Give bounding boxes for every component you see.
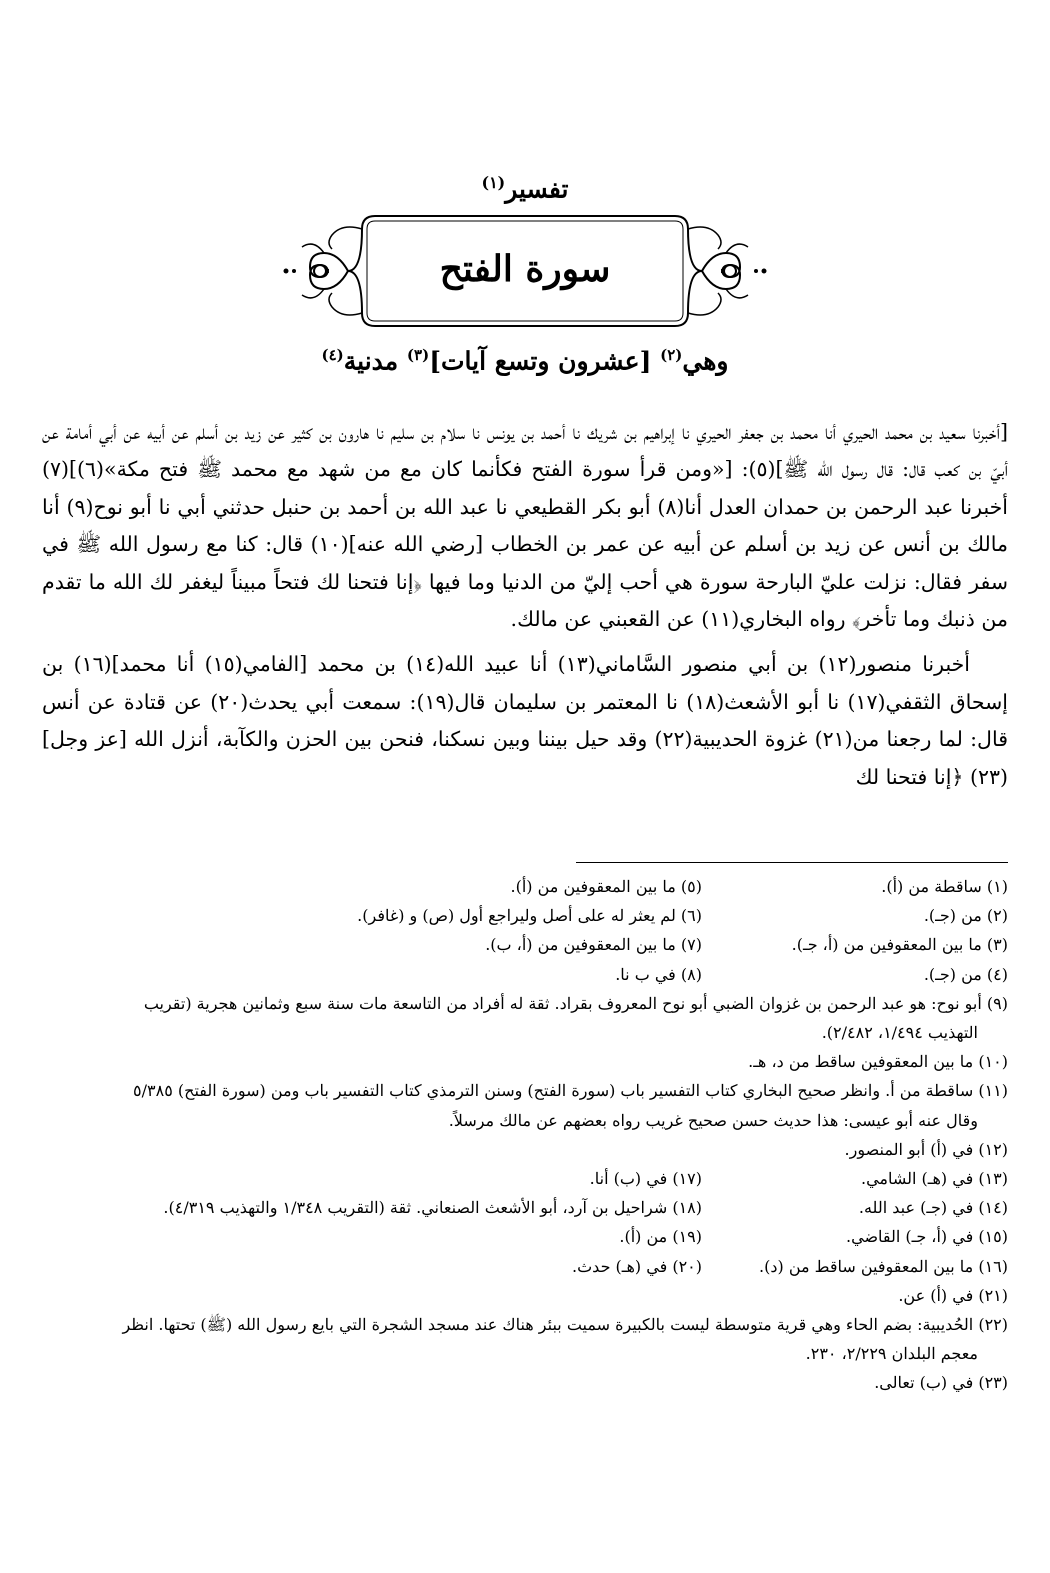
footnote: (١٣) في (هـ) الشامي. [861, 1169, 1008, 1189]
subtitle-note-b: (٣) [406, 346, 430, 364]
footnote: (٢٠) في (هـ) حدث. [572, 1256, 702, 1276]
footnote: (١٢) في (أ) أبو المنصور. [844, 1139, 1008, 1159]
footnote-continuation: معجم البلدان ٢/٢٢٩، ٢٣٠. [805, 1344, 978, 1364]
footnote: (٧) ما بين المعقوفين من (أ، ب). [485, 935, 702, 955]
footnote: (٤) من (جـ). [923, 964, 1008, 984]
footnote: (١١) ساقطة من أ. وانظر صحيح البخاري كتاب التفسير باب (سورة الفتح) وسنن الترمذي كتاب التفسير باب ومن (سورة الفتح) ٥/٣٨٥ [133, 1081, 1008, 1101]
tafsir-note-ref: (١) [481, 173, 506, 192]
main-text [42, 414, 1008, 804]
subtitle-part-b: [عشرون وتسع آيات] [429, 346, 652, 376]
footnote: (١٦) ما بين المعقوفين ساقط من (د). [759, 1256, 1008, 1276]
subtitle-part-a: وهي [682, 346, 729, 376]
footnote: (٦) لم يعثر له على أصل وليراجع أول (ص) و (غافر). [357, 906, 702, 926]
paragraph: [أخبرنا سعيد بن محمد الحيري أنا محمد بن جعفر الحيري نا إبراهيم بن شريك نا أحمد بن يونس نا سلام بن سليم نا هارون بن كثير عن زيد بن أسلم عن أبيه عن أبي أمامة عن أبيّ بن كعب قال: قال رسول الله ﷺ](٥): [«ومن قرأ سورة الفتح فكأنما كان مع من شهد مع محمد ﷺ فتح مكة»(٦)](٧) أخبرنا عبد الرحمن بن حمدان العدل أنا(٨) أبو بكر القطيعي نا عبد الله بن أحمد بن حنبل حدثني أبي نا أبو نوح(٩) أنا مالك بن أنس عن زيد بن أسلم عن أبيه عن عمر بن الخطاب [رضي الله عنه](١٠) قال: كنا مع رسول الله ﷺ في سفر فقال: نزلت عليّ البارحة سورة هي أحب إليّ من الدنيا وما فيها ﴿إنا فتحنا لك فتحاً مبيناً ليغفر لك الله ما تقدم من ذنبك وما تأخر﴾ رواه البخاري(١١) عن القعبني عن مالك. [42, 420, 1009, 632]
footnote: (٣) ما بين المعقوفين من (أ، جـ). [791, 935, 1008, 955]
subtitle-part-c: مدنية [343, 346, 399, 376]
footnote: (١٠) ما بين المعقوفين ساقط من د، هـ. [748, 1052, 1008, 1072]
footnote: (١٤) في (جـ) عبد الله. [858, 1198, 1008, 1218]
footnotes [42, 872, 1008, 1398]
footnote: (٥) ما بين المعقوفين من (أ). [510, 877, 702, 896]
footnote: (٢١) في (أ) عن. [898, 1285, 1008, 1305]
tafsir-word: تفسير [505, 174, 569, 204]
footnote-continuation: التهذيب ١/٤٩٤، ٢/٤٨٢). [821, 1023, 978, 1043]
footnote: (٢٢) الحُديبية: بضم الحاء وهي قرية متوسطة ليست بالكبيرة سميت ببئر هناك عند مسجد الشجرة التي بايع رسول الله (ﷺ) تحتها. انظر [122, 1315, 1008, 1335]
footnote-continuation: وقال عنه أبو عيسى: هذا حديث حسن صحيح غريب رواه بعضهم عن مالك مرسلاً. [448, 1110, 978, 1130]
footnote: (٨) في ب نا. [615, 964, 702, 984]
footnote: (١٩) من (أ). [619, 1227, 702, 1247]
tafsir-heading [0, 168, 1050, 204]
sura-subtitle [0, 338, 1050, 378]
sura-name: سورة الفتح [439, 248, 611, 290]
footnote-divider [576, 862, 1008, 863]
footnote: (٩) أبو نوح: هو عبد الرحمن بن غزوان الضبي أبو نوح المعروف بقراد. ثقة له أفراد من التاسعة مات سنة سبع وثمانين هجرية (تقريب [143, 993, 1008, 1013]
footnote: (٢) من (جـ). [923, 906, 1008, 926]
footnote: (١٨) شراحيل بن آرد، أبو الأشعث الصنعاني. ثقة (التقريب ١/٣٤٨ والتهذيب ٤/٣١٩). [163, 1198, 702, 1218]
subtitle-note-c: (٤) [321, 346, 344, 364]
subtitle-note-a: (٢) [660, 346, 683, 364]
paragraph: أخبرنا منصور(١٢) بن أبي منصور السَّاماني(١٣) أنا عبيد الله(١٤) بن محمد [الفامي(١٥) أنا محمد](١٦) بن إسحاق الثقفي(١٧) نا أبو الأشعث(١٨) نا المعتمر بن سليمان قال(١٩): سمعت أبي يحدث(٢٠) عن قتادة عن أنس قال: لما رجعنا من(٢١) غزوة الحديبية(٢٢) وقد حيل بيننا وبين نسكنا، فنحن بين الحزن والكآبة، أنزل الله [عز وجل](٢٣) ﴿إنا فتحنا لك [42, 652, 1008, 789]
footnote: (١٥) في (أ، جـ) القاضي. [846, 1227, 1008, 1247]
footnote: (١٧) في (ب) أنا. [589, 1169, 702, 1189]
footnote: (١) ساقطة من (أ). [881, 877, 1008, 896]
sura-title-frame [280, 208, 770, 334]
footnote: (٢٣) في (ب) تعالى. [874, 1373, 1008, 1393]
